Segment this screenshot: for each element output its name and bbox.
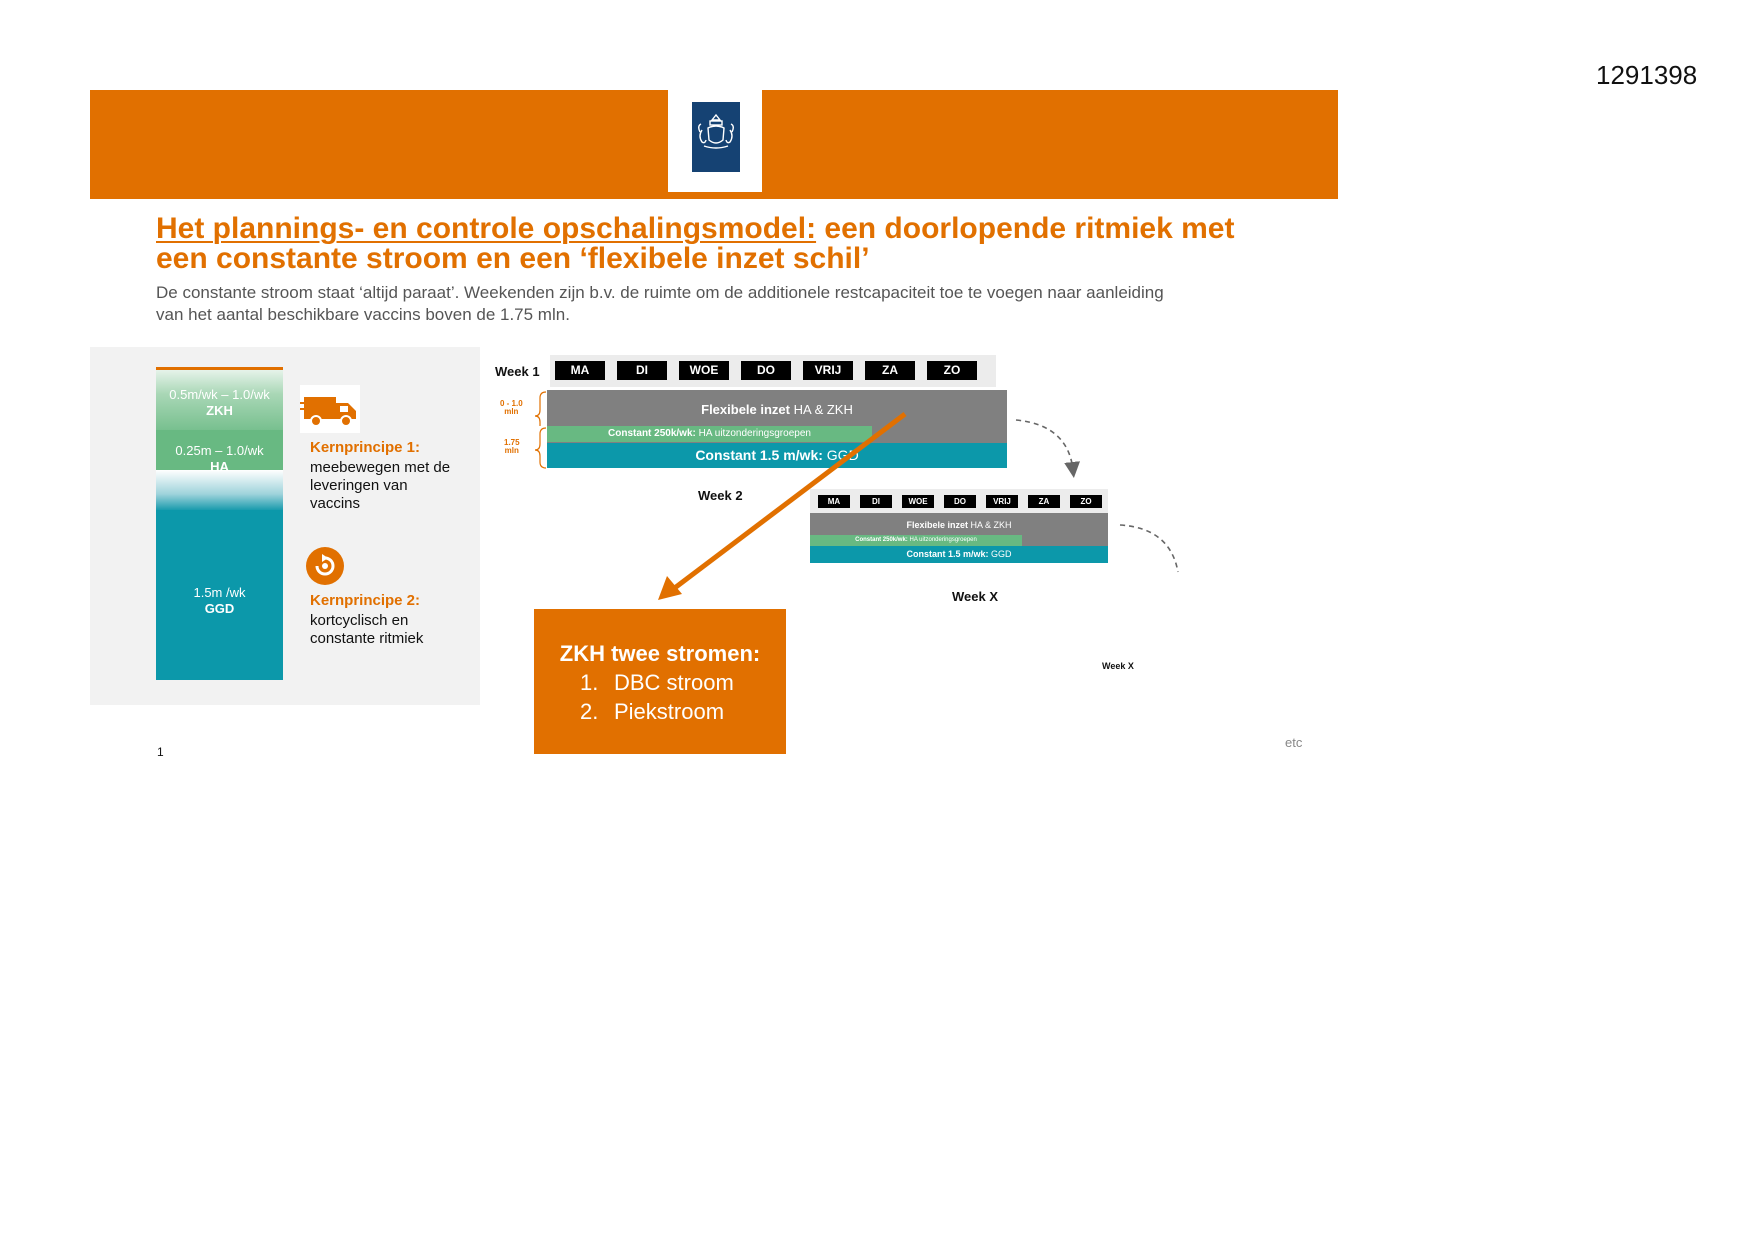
zkh-range: 0.5m/wk – 1.0/wk (169, 387, 270, 402)
week-2-green-bold: Constant 250k/wk: (855, 537, 908, 543)
callout-item-2-text: Piekstroom (614, 699, 725, 724)
day-vrij: VRIJ (986, 495, 1018, 508)
side-top-value: 0 - 1.0 (500, 399, 523, 408)
orange-arrow-line (672, 414, 905, 590)
day-zo: ZO (927, 361, 977, 380)
side-bottom-value: 1.75 (504, 438, 520, 447)
ha-label: HA (210, 459, 229, 474)
week-1-green-bold: Constant 250k/wk: (608, 428, 696, 439)
day-do: DO (944, 495, 976, 508)
ha-range: 0.25m – 1.0/wk (175, 443, 264, 458)
dashed-arrow-1 (1016, 420, 1073, 470)
week-2-teal-bold: Constant 1.5 m/wk: (906, 549, 989, 559)
week-1-teal-bold: Constant 1.5 m/wk: (695, 447, 823, 463)
document-number: 1291398 (1596, 60, 1698, 90)
principle-2-title: Kernprincipe 2: (310, 592, 421, 609)
week-1-label: Week 1 (495, 364, 540, 379)
callout-item-2-number: 2. (580, 699, 599, 724)
week-2-label: Week 2 (698, 488, 743, 503)
day-woe: WOE (679, 361, 729, 380)
callout-item-1-text: DBC stroom (614, 670, 734, 695)
principle-1-text: meebewegen met de leveringen van vaccins (310, 459, 451, 512)
dashed-arrow-2 (1120, 525, 1178, 572)
ggd-label: GGD (204, 601, 235, 616)
week-x-label: Week X (952, 589, 999, 604)
day-do: DO (741, 361, 791, 380)
callout-title: ZKH twee stromen: (559, 641, 761, 666)
title-line2: een constante stroom en een ‘flexibele inzet schil’ (156, 242, 870, 275)
day-za: ZA (1028, 495, 1060, 508)
principle-2-text: kortcyclisch en constante ritmiek (310, 612, 424, 647)
title-underlined-part: Het plannings- en controle opschalingsmodel: (156, 212, 817, 245)
day-di: DI (617, 361, 667, 380)
subtitle-line2: van het aantal beschikbare vaccins boven de 1.75 mln. (156, 305, 570, 324)
brace-top (535, 392, 546, 426)
day-ma: MA (818, 495, 850, 508)
principle-1-title: Kernprincipe 1: (310, 439, 421, 456)
etc-label: etc (1285, 735, 1303, 750)
day-ma: MA (555, 361, 605, 380)
subtitle-line1: De constante stroom staat ‘altijd paraat’. Weekenden zijn b.v. de ruimte om de additionele restcapaciteit toe te voegen naar aanleiding (156, 283, 1164, 302)
week-1-green-normal: HA uitzonderingsgroepen (695, 428, 811, 439)
week-2-teal-normal: GGD (988, 549, 1012, 559)
week-1-flex-bold: Flexibele inzet (701, 402, 790, 417)
day-woe: WOE (902, 495, 934, 508)
day-di: DI (860, 495, 892, 508)
day-vrij: VRIJ (803, 361, 853, 380)
page-number: 1 (157, 745, 164, 759)
week-1-flex-normal: HA & ZKH (790, 402, 853, 417)
callout-item-1-number: 1. (580, 670, 599, 695)
week-2-flex-normal: HA & ZKH (968, 520, 1012, 530)
day-za: ZA (865, 361, 915, 380)
brace-bottom (535, 428, 546, 468)
week-2-green-normal: HA uitzonderingsgroepen (907, 537, 977, 543)
day-zo: ZO (1070, 495, 1102, 508)
zkh-label: ZKH (206, 403, 233, 418)
side-top-unit: mln (504, 407, 519, 416)
ggd-range: 1.5m /wk (193, 585, 246, 600)
week-1-teal-normal: GGD (822, 447, 859, 463)
week-x-small-label: Week X (1102, 661, 1134, 671)
week-2-flex-bold: Flexibele inzet (906, 520, 968, 530)
title-line1-rest: een doorlopende ritmiek met (816, 212, 1235, 245)
side-bottom-unit: mln (504, 446, 519, 455)
